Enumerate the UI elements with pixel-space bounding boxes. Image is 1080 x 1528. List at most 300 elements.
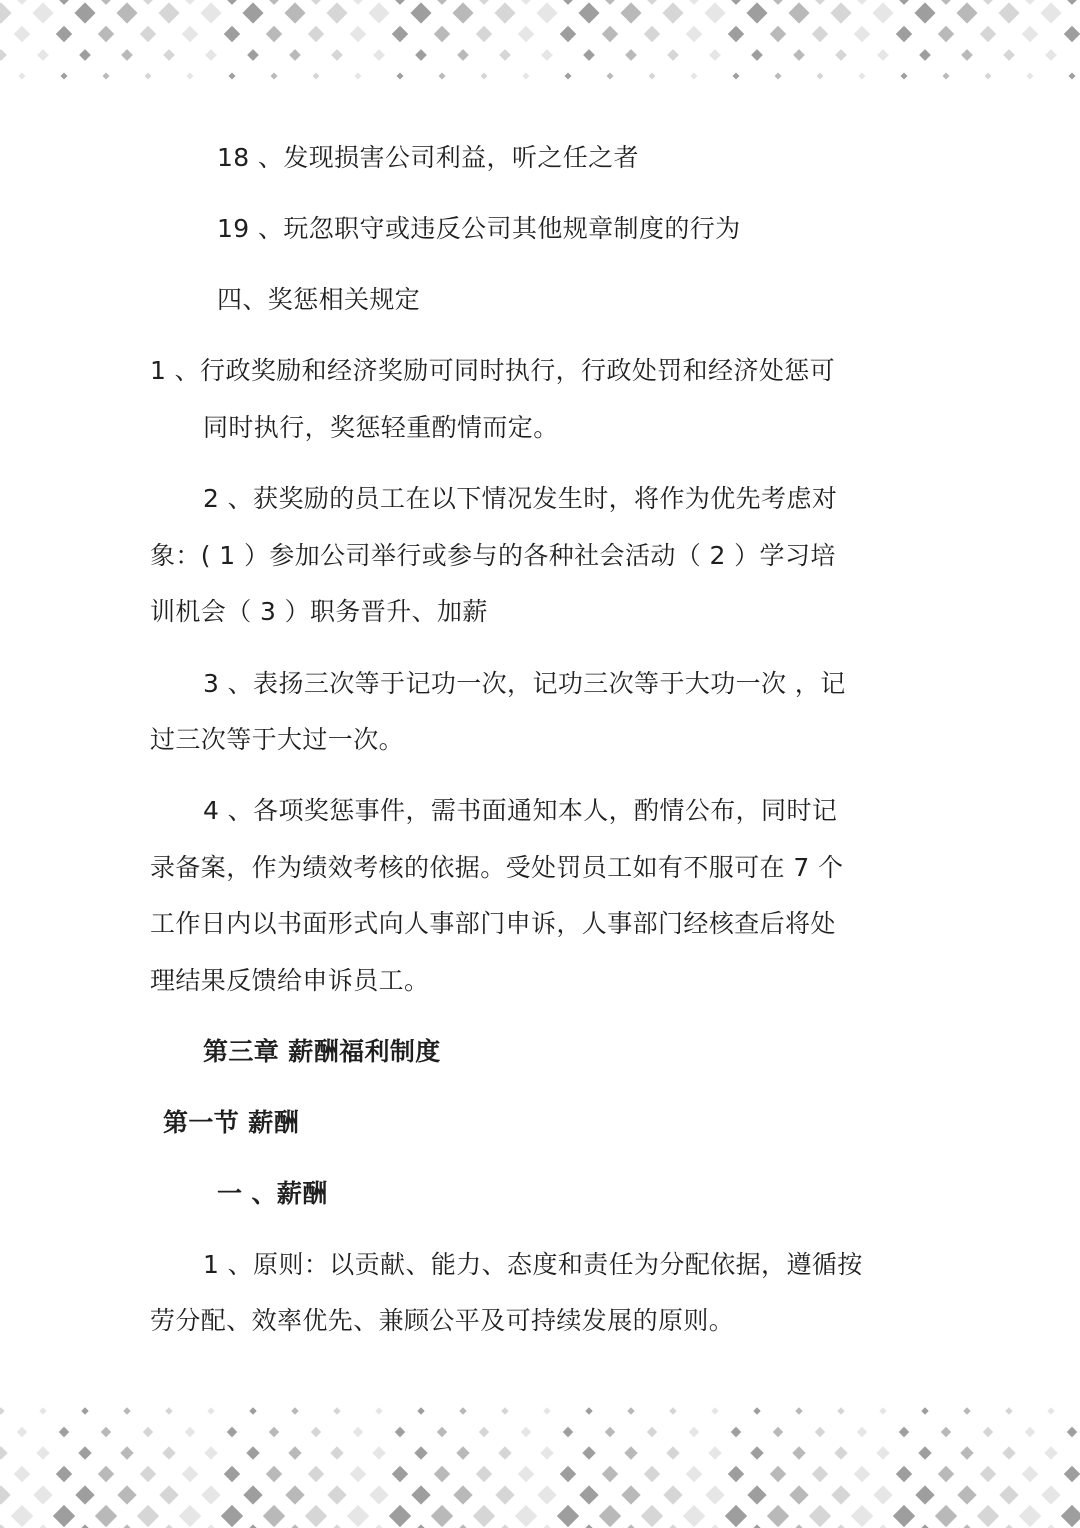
decorative-diamond: [135, 0, 161, 5]
decorative-diamond: [207, 1407, 214, 1414]
decorative-diamond: [750, 1446, 763, 1459]
decorative-diamond: [585, 1407, 592, 1414]
decorative-diamond: [835, 49, 847, 61]
decorative-diamond: [32, 2, 53, 23]
decorative-diamond: [1005, 1407, 1012, 1414]
decorative-diamond: [602, 1466, 618, 1482]
decorative-diamond: [667, 49, 679, 61]
decorative-diamond: [536, 2, 557, 23]
decorative-diamond: [39, 1407, 46, 1414]
decorative-diamond: [627, 1407, 634, 1414]
section-heading: 第一节 薪酬: [163, 1108, 300, 1137]
decorative-diamond: [312, 72, 319, 79]
decorative-diamond: [963, 1407, 970, 1414]
decorative-diamond: [75, 1485, 94, 1504]
decorative-diamond: [303, 0, 329, 5]
decorative-diamond: [392, 1466, 408, 1482]
decorative-diamond: [1064, 1466, 1080, 1482]
decorative-diamond: [854, 1466, 870, 1482]
decorative-diamond: [773, 1427, 783, 1437]
paragraph-2-line-2: 象：( 1 ）参加公司举行或参与的各种社会活动（ 2 ）学习培: [150, 541, 836, 570]
decorative-diamond: [1003, 49, 1015, 61]
decorative-diamond: [372, 1446, 385, 1459]
chapter-heading: 第三章 薪酬福利制度: [203, 1037, 441, 1066]
decorative-diamond: [311, 1427, 321, 1437]
decorative-diamond: [51, 0, 77, 5]
principle-line-1: 1 、原则：以贡献、能力、态度和责任为分配依据，遵循按: [203, 1250, 863, 1279]
decorative-diamond: [36, 1446, 49, 1459]
decorative-diamond: [282, 1524, 307, 1528]
paragraph-3-line-2: 过三次等于大过一次。: [150, 725, 405, 754]
decorative-diamond: [662, 2, 683, 23]
decorative-diamond: [144, 72, 151, 79]
decorative-diamond: [942, 72, 949, 79]
paragraph-1-line-1: 1 、行政奖励和经济奖励可同时执行，行政处罚和经济处惩可: [150, 356, 836, 385]
decorative-diamond: [980, 26, 996, 42]
decorative-diamond: [774, 72, 781, 79]
decorative-diamond: [434, 26, 450, 42]
decorative-diamond: [879, 1407, 886, 1414]
decorative-diamond: [456, 1446, 469, 1459]
decorative-diamond: [387, 0, 413, 5]
decorative-diamond: [620, 2, 641, 23]
decorative-diamond: [597, 0, 623, 5]
decorative-diamond: [37, 49, 49, 61]
decorative-diamond: [639, 0, 665, 5]
decorative-diamond: [198, 1524, 223, 1528]
decorative-diamond: [873, 1485, 892, 1504]
decorative-diamond: [93, 0, 119, 5]
decorative-diamond: [308, 26, 324, 42]
decorative-diamond: [59, 1427, 69, 1437]
subsection-heading: 一 、薪酬: [217, 1179, 328, 1208]
decorative-diamond: [333, 1407, 340, 1414]
decorative-diamond: [648, 72, 655, 79]
decorative-diamond: [708, 1446, 721, 1459]
decorative-diamond: [30, 1524, 55, 1528]
paragraph-4-line-3: 工作日内以书面形式向人事部门申诉，人事部门经核查后将处: [150, 909, 836, 938]
decorative-diamond: [81, 1407, 88, 1414]
decorative-diamond: [163, 49, 175, 61]
decorative-diamond: [9, 0, 35, 5]
decorative-diamond: [725, 1505, 747, 1527]
decorative-diamond: [1041, 1485, 1060, 1504]
decorative-diamond: [767, 1505, 789, 1527]
decorative-diamond: [541, 49, 553, 61]
decorative-diamond: [56, 1466, 72, 1482]
decorative-diamond: [893, 1505, 915, 1527]
decorative-diamond: [602, 26, 618, 42]
decorative-diamond: [618, 1524, 643, 1528]
decorative-diamond: [182, 26, 198, 42]
decorative-diamond: [522, 72, 529, 79]
decorative-diamond: [828, 1524, 853, 1528]
decorative-diamond: [495, 1485, 514, 1504]
decorative-diamond: [1002, 1446, 1015, 1459]
decorative-diamond: [1019, 1505, 1041, 1527]
decorative-diamond: [228, 72, 235, 79]
decorative-diamond: [1040, 2, 1061, 23]
decorative-diamond: [331, 49, 343, 61]
decorative-diamond: [1025, 1427, 1035, 1437]
bottom-diamond-border: [0, 1398, 1080, 1528]
decorative-diamond: [1059, 0, 1080, 5]
decorative-diamond: [143, 1427, 153, 1437]
decorative-diamond: [851, 1505, 873, 1527]
decorative-diamond: [744, 1524, 769, 1528]
decorative-diamond: [17, 1427, 27, 1437]
item-19: 19 、玩忽职守或违反公司其他规章制度的行为: [217, 214, 741, 243]
paragraph-4-line-1: 4 、各项奖惩事件，需书面通知本人，酌情公布，同时记: [203, 796, 838, 825]
decorative-diamond: [1047, 1407, 1054, 1414]
decorative-diamond: [870, 1524, 895, 1528]
decorative-diamond: [345, 0, 371, 5]
decorative-diamond: [1068, 72, 1075, 79]
decorative-diamond: [521, 1427, 531, 1437]
decorative-diamond: [809, 1505, 831, 1527]
decorative-diamond: [242, 2, 263, 23]
decorative-diamond: [224, 26, 240, 42]
decorative-diamond: [261, 0, 287, 5]
decorative-diamond: [33, 1485, 52, 1504]
paragraph-2-line-1: 2 、获奖励的员工在以下情况发生时，将作为优先考虑对: [203, 484, 838, 513]
decorative-diamond: [537, 1485, 556, 1504]
decorative-diamond: [162, 1446, 175, 1459]
decorative-diamond: [205, 49, 217, 61]
decorative-diamond: [563, 1427, 573, 1437]
decorative-diamond: [960, 1446, 973, 1459]
decorative-diamond: [980, 1466, 996, 1482]
decorative-diamond: [625, 49, 637, 61]
decorative-diamond: [983, 1427, 993, 1437]
decorative-diamond: [961, 49, 973, 61]
decorative-diamond: [582, 1446, 595, 1459]
decorative-diamond: [369, 1485, 388, 1504]
decorative-diamond: [476, 1466, 492, 1482]
decorative-diamond: [935, 1505, 957, 1527]
decorative-diamond: [140, 1466, 156, 1482]
decorative-diamond: [641, 1505, 663, 1527]
decorative-diamond: [770, 26, 786, 42]
decorative-diamond: [95, 1505, 117, 1527]
decorative-diamond: [918, 1446, 931, 1459]
decorative-diamond: [1044, 1446, 1057, 1459]
decorative-diamond: [704, 2, 725, 23]
paragraph-2-line-3: 训机会（ 3 ）职务晋升、加薪: [150, 597, 488, 626]
decorative-diamond: [200, 2, 221, 23]
decorative-diamond: [555, 0, 581, 5]
decorative-diamond: [158, 2, 179, 23]
decorative-diamond: [731, 1427, 741, 1437]
decorative-diamond: [247, 49, 259, 61]
decorative-diamond: [644, 26, 660, 42]
decorative-diamond: [513, 0, 539, 5]
decorative-diamond: [389, 1505, 411, 1527]
decorative-diamond: [350, 1466, 366, 1482]
decorative-diamond: [479, 1427, 489, 1437]
decorative-diamond: [98, 26, 114, 42]
decorative-diamond: [102, 72, 109, 79]
decorative-diamond: [816, 72, 823, 79]
decorative-diamond: [179, 1505, 201, 1527]
decorative-diamond: [165, 1407, 172, 1414]
decorative-diamond: [429, 0, 455, 5]
paragraph-3-line-1: 3 、表扬三次等于记功一次，记功三次等于大功一次 ，记: [203, 669, 846, 698]
principle-line-2: 劳分配、效率优先、兼顾公平及可持续发展的原则。: [150, 1306, 735, 1335]
decorative-diamond: [896, 1466, 912, 1482]
decorative-diamond: [186, 72, 193, 79]
decorative-diamond: [410, 2, 431, 23]
decorative-diamond: [876, 1446, 889, 1459]
decorative-diamond: [415, 49, 427, 61]
item-18: 18 、发现损害公司利益，听之任之者: [217, 143, 639, 172]
decorative-diamond: [663, 1485, 682, 1504]
decorative-diamond: [624, 1446, 637, 1459]
decorative-diamond: [476, 26, 492, 42]
paragraph-1-line-2: 同时执行，奖惩轻重酌情而定。: [203, 413, 559, 442]
decorative-diamond: [660, 1524, 685, 1528]
decorative-diamond: [938, 1466, 954, 1482]
decorative-diamond: [938, 26, 954, 42]
decorative-diamond: [686, 1466, 702, 1482]
decorative-diamond: [0, 1407, 5, 1414]
decorative-diamond: [705, 1485, 724, 1504]
decorative-diamond: [690, 72, 697, 79]
decorative-diamond: [921, 1407, 928, 1414]
decorative-diamond: [837, 1407, 844, 1414]
decorative-diamond: [795, 1407, 802, 1414]
decorative-diamond: [793, 49, 805, 61]
decorative-diamond: [647, 1427, 657, 1437]
decorative-diamond: [288, 1446, 301, 1459]
decorative-diamond: [270, 72, 277, 79]
decorative-diamond: [373, 49, 385, 61]
decorative-diamond: [996, 1524, 1021, 1528]
decorative-diamond: [74, 2, 95, 23]
decorative-diamond: [896, 26, 912, 42]
decorative-diamond: [417, 1407, 424, 1414]
decorative-diamond: [492, 1524, 517, 1528]
decorative-diamond: [0, 2, 12, 23]
decorative-diamond: [564, 72, 571, 79]
decorative-diamond: [709, 49, 721, 61]
decorative-diamond: [812, 26, 828, 42]
decorative-diamond: [284, 2, 305, 23]
decorative-diamond: [621, 1485, 640, 1504]
decorative-diamond: [765, 0, 791, 5]
decorative-diamond: [728, 26, 744, 42]
decorative-diamond: [182, 1466, 198, 1482]
decorative-diamond: [975, 0, 1001, 5]
decorative-diamond: [1026, 72, 1033, 79]
decorative-diamond: [872, 2, 893, 23]
decorative-diamond: [471, 0, 497, 5]
decorative-diamond: [891, 0, 917, 5]
decorative-diamond: [499, 49, 511, 61]
decorative-diamond: [728, 1466, 744, 1482]
decorative-diamond: [1061, 1505, 1080, 1527]
decorative-diamond: [792, 1446, 805, 1459]
decorative-diamond: [605, 1427, 615, 1437]
decorative-diamond: [453, 1485, 472, 1504]
decorative-diamond: [368, 2, 389, 23]
paragraph-4-line-2: 录备案，作为绩效考核的依据。受处罚员工如有不服可在 7 个: [150, 853, 844, 882]
decorative-diamond: [494, 2, 515, 23]
decorative-diamond: [0, 1485, 11, 1504]
decorative-diamond: [723, 0, 749, 5]
decorative-diamond: [14, 1466, 30, 1482]
decorative-diamond: [375, 1407, 382, 1414]
top-diamond-pattern: [0, 0, 1080, 82]
decorative-diamond: [308, 1466, 324, 1482]
decorative-diamond: [877, 49, 889, 61]
decorative-diamond: [770, 1466, 786, 1482]
decorative-diamond: [156, 1524, 181, 1528]
decorative-diamond: [834, 1446, 847, 1459]
decorative-diamond: [330, 1446, 343, 1459]
decorative-diamond: [137, 1505, 159, 1527]
decorative-diamond: [954, 1524, 979, 1528]
decorative-diamond: [498, 1446, 511, 1459]
decorative-diamond: [501, 1407, 508, 1414]
decorative-diamond: [583, 49, 595, 61]
decorative-diamond: [431, 1505, 453, 1527]
top-diamond-border: [0, 0, 1080, 82]
decorative-diamond: [289, 49, 301, 61]
decorative-diamond: [459, 1407, 466, 1414]
paragraph-4-line-4: 理结果反馈给申诉员工。: [150, 966, 430, 995]
decorative-diamond: [327, 1485, 346, 1504]
decorative-diamond: [177, 0, 203, 5]
decorative-diamond: [977, 1505, 999, 1527]
decorative-diamond: [560, 26, 576, 42]
decorative-diamond: [812, 1466, 828, 1482]
decorative-diamond: [117, 1485, 136, 1504]
decorative-diamond: [116, 2, 137, 23]
decorative-diamond: [683, 1505, 705, 1527]
decorative-diamond: [414, 1446, 427, 1459]
decorative-diamond: [14, 26, 30, 42]
decorative-diamond: [1064, 26, 1080, 42]
decorative-diamond: [221, 1505, 243, 1527]
decorative-diamond: [576, 1524, 601, 1528]
decorative-diamond: [1017, 0, 1043, 5]
decorative-diamond: [912, 1524, 937, 1528]
section-heading-rewards-penalties: 四、奖惩相关规定: [217, 285, 421, 314]
decorative-diamond: [579, 1485, 598, 1504]
decorative-diamond: [557, 1505, 579, 1527]
decorative-diamond: [515, 1505, 537, 1527]
decorative-diamond: [599, 1505, 621, 1527]
decorative-diamond: [324, 1524, 349, 1528]
decorative-diamond: [438, 72, 445, 79]
decorative-diamond: [266, 1466, 282, 1482]
decorative-diamond: [411, 1485, 430, 1504]
decorative-diamond: [224, 1466, 240, 1482]
decorative-diamond: [644, 1466, 660, 1482]
decorative-diamond: [140, 26, 156, 42]
decorative-diamond: [452, 2, 473, 23]
bottom-diamond-pattern: [0, 1398, 1080, 1528]
decorative-diamond: [1067, 1427, 1077, 1437]
decorative-diamond: [669, 1407, 676, 1414]
decorative-diamond: [53, 1505, 75, 1527]
decorative-diamond: [246, 1446, 259, 1459]
decorative-diamond: [857, 1427, 867, 1437]
decorative-diamond: [98, 1466, 114, 1482]
decorative-diamond: [114, 1524, 139, 1528]
decorative-diamond: [18, 72, 25, 79]
decorative-diamond: [686, 26, 702, 42]
decorative-diamond: [101, 1427, 111, 1437]
decorative-diamond: [0, 1524, 14, 1528]
decorative-diamond: [60, 72, 67, 79]
decorative-diamond: [746, 2, 767, 23]
decorative-diamond: [305, 1505, 327, 1527]
decorative-diamond: [326, 2, 347, 23]
decorative-diamond: [0, 1446, 8, 1459]
decorative-diamond: [353, 1427, 363, 1437]
decorative-diamond: [480, 72, 487, 79]
decorative-diamond: [681, 0, 707, 5]
decorative-diamond: [263, 1505, 285, 1527]
decorative-diamond: [354, 72, 361, 79]
decorative-diamond: [347, 1505, 369, 1527]
decorative-diamond: [751, 49, 763, 61]
decorative-diamond: [396, 72, 403, 79]
decorative-diamond: [227, 1427, 237, 1437]
decorative-diamond: [789, 1485, 808, 1504]
decorative-diamond: [123, 1407, 130, 1414]
decorative-diamond: [858, 72, 865, 79]
decorative-diamond: [204, 1446, 217, 1459]
decorative-diamond: [956, 2, 977, 23]
decorative-diamond: [1045, 49, 1057, 61]
decorative-diamond: [919, 49, 931, 61]
decorative-diamond: [753, 1407, 760, 1414]
decorative-diamond: [120, 1446, 133, 1459]
decorative-diamond: [79, 49, 91, 61]
decorative-diamond: [689, 1427, 699, 1437]
decorative-diamond: [437, 1427, 447, 1437]
decorative-diamond: [578, 2, 599, 23]
decorative-diamond: [854, 26, 870, 42]
decorative-diamond: [914, 2, 935, 23]
decorative-diamond: [72, 1524, 97, 1528]
decorative-diamond: [434, 1466, 450, 1482]
decorative-diamond: [543, 1407, 550, 1414]
decorative-diamond: [243, 1485, 262, 1504]
decorative-diamond: [786, 1524, 811, 1528]
decorative-diamond: [266, 26, 282, 42]
decorative-diamond: [807, 0, 833, 5]
decorative-diamond: [1038, 1524, 1063, 1528]
decorative-diamond: [999, 1485, 1018, 1504]
decorative-diamond: [121, 49, 133, 61]
decorative-diamond: [666, 1446, 679, 1459]
decorative-diamond: [285, 1485, 304, 1504]
decorative-diamond: [941, 1427, 951, 1437]
decorative-diamond: [249, 1407, 256, 1414]
decorative-diamond: [702, 1524, 727, 1528]
decorative-diamond: [0, 49, 7, 61]
decorative-diamond: [219, 0, 245, 5]
decorative-diamond: [457, 49, 469, 61]
decorative-diamond: [732, 72, 739, 79]
decorative-diamond: [849, 0, 875, 5]
decorative-diamond: [560, 1466, 576, 1482]
decorative-diamond: [392, 26, 408, 42]
